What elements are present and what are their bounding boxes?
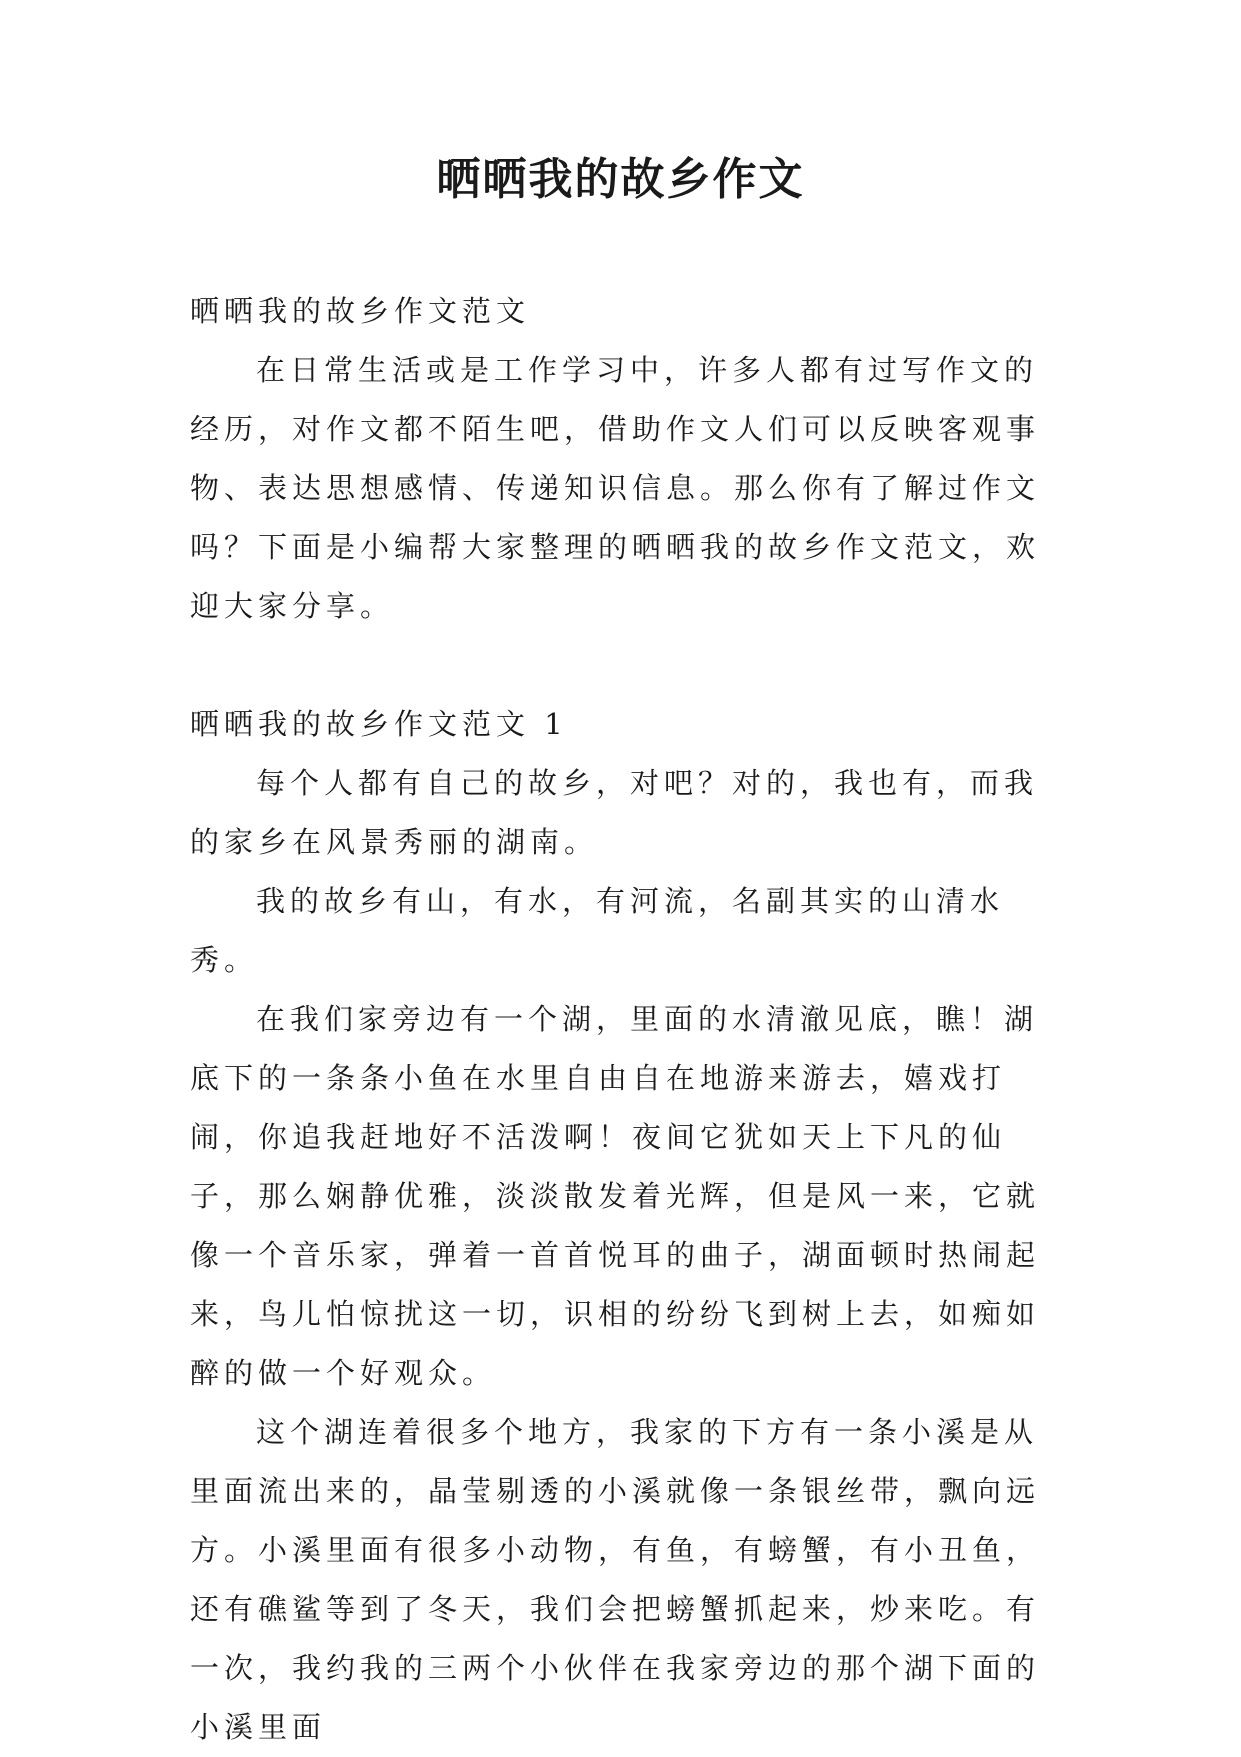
body-paragraph: 在我们家旁边有一个湖，里面的水清澈见底，瞧！湖底下的一条条小鱼在水里自由自在地游来游去，嬉戏打闹，你追我赶地好不活泼啊！夜间它犹如天上下凡的仙子，那么娴静优雅，淡淡散发着光辉，但是风一来，它就像一个音乐家，弹着一首首悦耳的曲子，湖面顿时热闹起来，鸟儿怕惊扰这一切，识相的纷纷飞到树上去，如痴如醉的做一个好观众。 [190,1002,1041,1390]
intro-paragraph: 在日常生活或是工作学习中，许多人都有过写作文的经历，对作文都不陌生吧，借助作文人们可以反映客观事物、表达思想感情、传递知识信息。那么你有了解过作文吗？下面是小编帮大家整理的晒晒我的故乡作文范文，欢迎大家分享。 [190,353,1041,623]
body-paragraph: 我的故乡有山，有水，有河流，名副其实的山清水秀。 [190,884,1005,977]
document-body [190,282,1070,1757]
body-paragraph: 这个湖连着很多个地方，我家的下方有一条小溪是从里面流出来的，晶莹剔透的小溪就像一条银丝带，飘向远方。小溪里面有很多小动物，有鱼，有螃蟹，有小丑鱼，还有礁鲨等到了冬天，我们会把螃蟹抓起来，炒来吃。有一次，我约我的三两个小伙伴在我家旁边的那个湖下面的小溪里面 [190,1415,1041,1744]
subtitle: 晒晒我的故乡作文范文 [190,294,531,328]
document-title: 晒晒我的故乡作文 [436,154,805,205]
body-paragraph: 每个人都有自己的故乡，对吧？对的，我也有，而我的家乡在风景秀丽的湖南。 [190,766,1039,859]
section-heading: 晒晒我的故乡作文范文 1 [190,707,568,741]
section-spacer [190,636,1070,695]
